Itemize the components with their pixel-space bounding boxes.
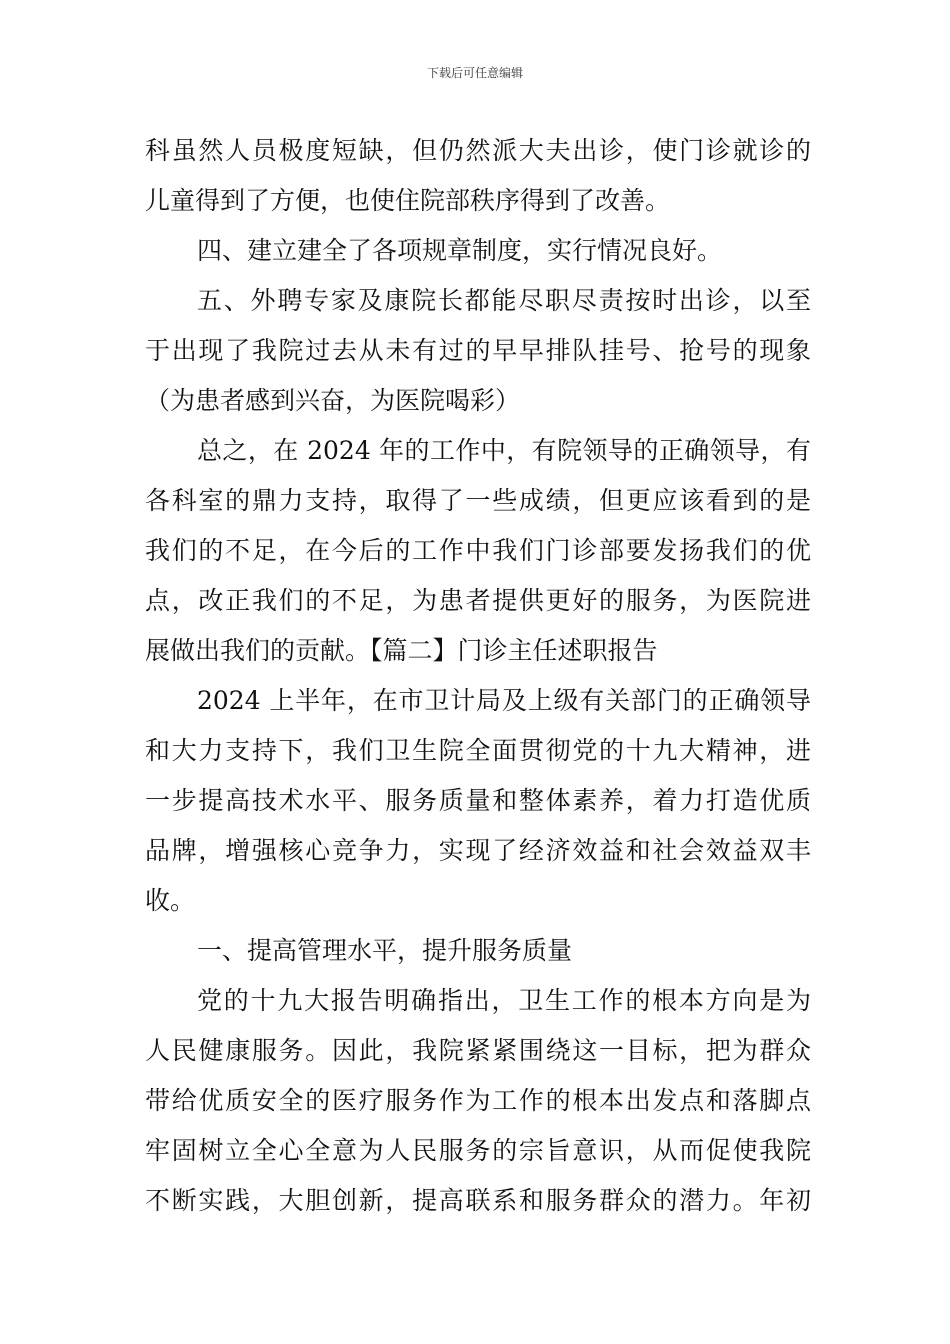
text-line: 带给优质安全的医疗服务作为工作的根本出发点和落脚点 bbox=[145, 1086, 811, 1115]
text-line: 党的十九大报告明确指出，卫生工作的根本方向是为 bbox=[197, 986, 811, 1015]
text-line: 和大力支持下，我们卫生院全面贯彻党的十九大精神，进 bbox=[145, 736, 811, 765]
page-header: 下载后可任意编辑 bbox=[426, 66, 523, 80]
text-line: 我们的不足，在今后的工作中我们门诊部要发扬我们的优 bbox=[145, 536, 811, 565]
text-line: 一步提高技术水平、服务质量和整体素养，着力打造优质 bbox=[145, 786, 811, 815]
text-line: 不断实践，大胆创新，提高联系和服务群众的潜力。年初 bbox=[145, 1186, 811, 1215]
text-line: 一、提高管理水平，提升服务质量 bbox=[197, 936, 573, 965]
text-line: 总之，在 2024 年的工作中，有院领导的正确领导，有 bbox=[197, 436, 811, 465]
text-line: 于出现了我院过去从未有过的早早排队挂号、抢号的现象 bbox=[145, 336, 811, 365]
text-line: 四、建立建全了各项规章制度，实行情况良好。 bbox=[197, 236, 723, 265]
text-line: 品牌，增强核心竞争力，实现了经济效益和社会效益双丰 bbox=[145, 836, 811, 865]
text-line: 牢固树立全心全意为人民服务的宗旨意识，从而促使我院 bbox=[145, 1136, 811, 1165]
text-line: 点，改正我们的不足，为患者提供更好的服务，为医院进 bbox=[145, 586, 811, 615]
text-line: 各科室的鼎力支持，取得了一些成绩，但更应该看到的是 bbox=[145, 486, 811, 515]
text-line: 2024 上半年，在市卫计局及上级有关部门的正确领导 bbox=[197, 686, 811, 715]
text-line: 收。 bbox=[145, 886, 196, 915]
text-line: 儿童得到了方便，也使住院部秩序得到了改善。 bbox=[145, 186, 671, 215]
text-line: 人民健康服务。因此，我院紧紧围绕这一目标，把为群众 bbox=[145, 1036, 811, 1065]
text-line: 科虽然人员极度短缺，但仍然派大夫出诊，使门诊就诊的 bbox=[145, 136, 811, 165]
text-line: （为患者感到兴奋，为医院喝彩） bbox=[145, 386, 521, 415]
text-line: 展做出我们的贡献。【篇二】门诊主任述职报告 bbox=[145, 636, 658, 665]
document-body bbox=[145, 126, 811, 1226]
text-line: 五、外聘专家及康院长都能尽职尽责按时出诊，以至 bbox=[197, 286, 811, 315]
